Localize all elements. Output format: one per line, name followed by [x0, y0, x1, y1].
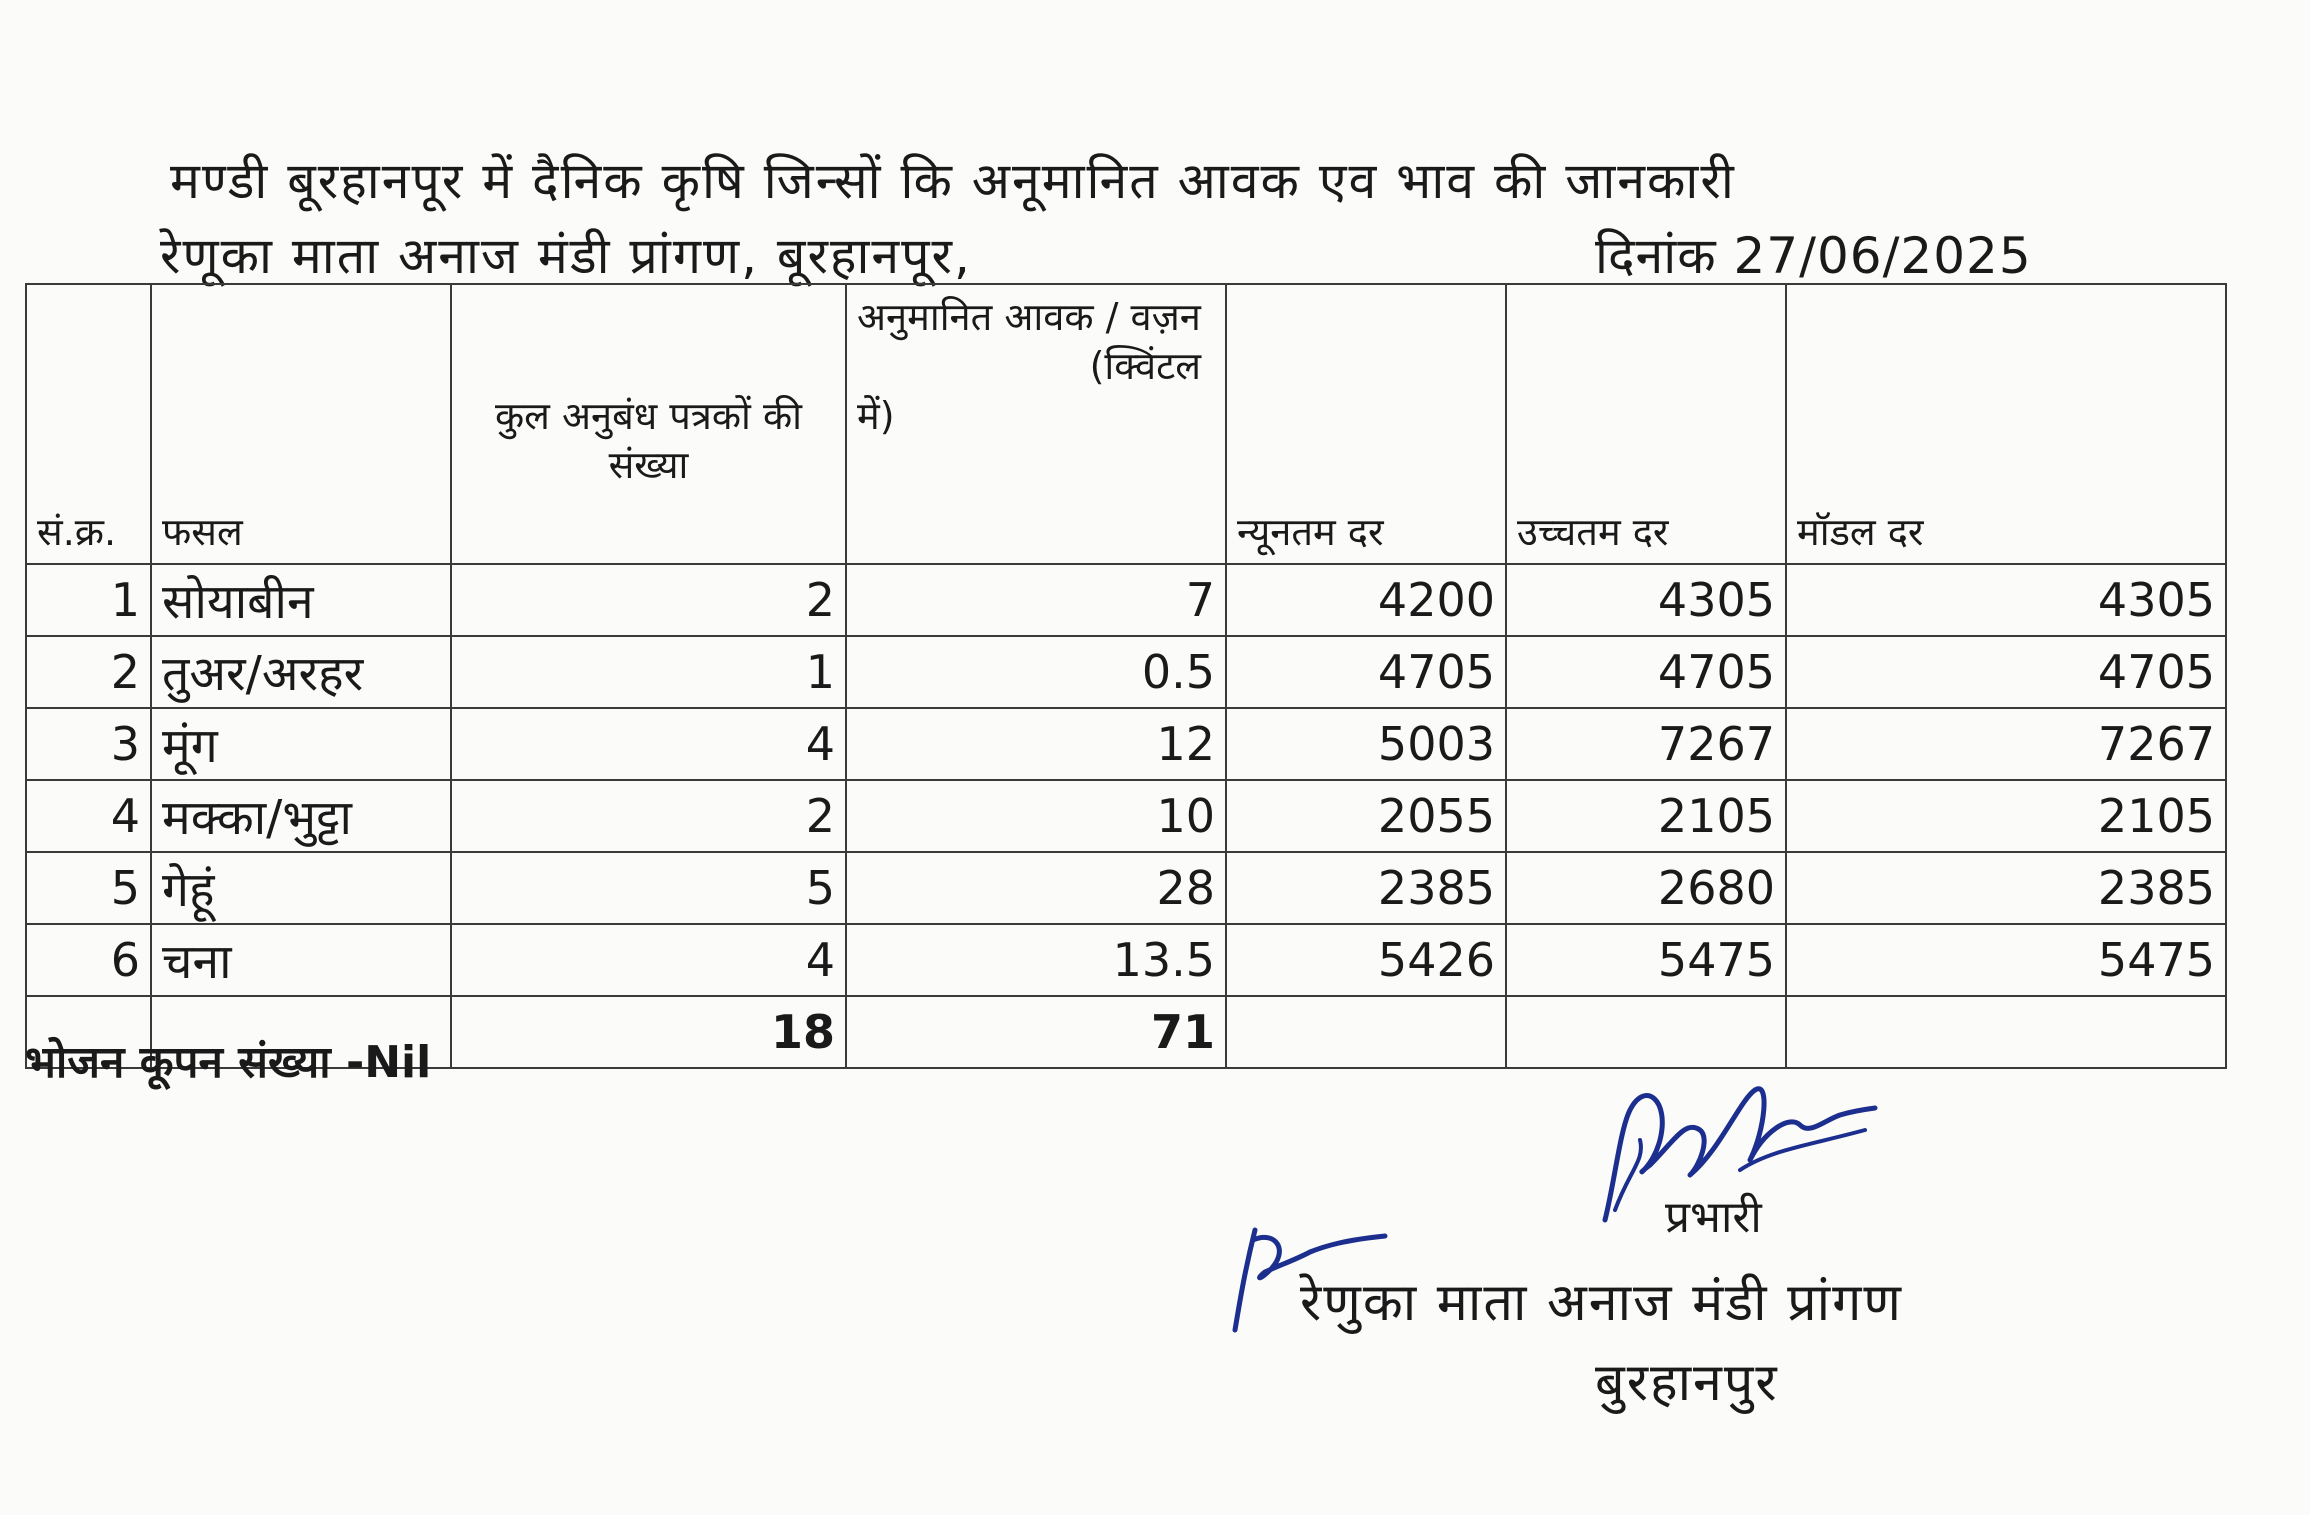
cell-empty [1506, 996, 1786, 1068]
header-arrival-line1: अनुमानित आवक / वज़न [857, 295, 1201, 339]
header-contracts: कुल अनुबंध पत्रकों की संख्या [451, 284, 846, 564]
market-name: रेणूका माता अनाज मंडी प्रांगण, बूरहानपूर, [160, 227, 972, 285]
cell-max-rate: 5475 [1506, 924, 1786, 996]
cell-min-rate: 2385 [1226, 852, 1506, 924]
total-contracts: 18 [451, 996, 846, 1068]
cell-arrival: 12 [846, 708, 1226, 780]
cell-contracts: 2 [451, 780, 846, 852]
cell-crop: चना [151, 924, 451, 996]
cell-arrival: 10 [846, 780, 1226, 852]
header-crop: फसल [151, 284, 451, 564]
cell-modal-rate: 4705 [1786, 636, 2226, 708]
header-serial: सं.क्र. [26, 284, 151, 564]
cell-crop: तुअर/अरहर [151, 636, 451, 708]
cell-contracts: 5 [451, 852, 846, 924]
cell-contracts: 2 [451, 564, 846, 636]
table-row [26, 780, 2226, 852]
cell-max-rate: 2680 [1506, 852, 1786, 924]
cell-crop: मूंग [151, 708, 451, 780]
cell-crop: सोयाबीन [151, 564, 451, 636]
meal-coupon-count: भोजन कूपन संख्या -Nil [25, 1037, 432, 1088]
table-row [26, 564, 2226, 636]
report-date: दिनांक 27/06/2025 [1595, 227, 2032, 285]
cell-modal-rate: 7267 [1786, 708, 2226, 780]
cell-modal-rate: 2385 [1786, 852, 2226, 924]
header-min-rate: न्यूनतम दर [1226, 284, 1506, 564]
cell-min-rate: 4705 [1226, 636, 1506, 708]
document-title: मण्डी बूरहानपूर में दैनिक कृषि जिन्सों कि अनूमानित आवक एव भाव की जानकारी [170, 152, 1736, 210]
cell-empty [1226, 996, 1506, 1068]
signatory-designation: प्रभारी [1665, 1192, 1762, 1243]
cell-arrival: 0.5 [846, 636, 1226, 708]
cell-crop: मक्का/भुट्टा [151, 780, 451, 852]
cell-min-rate: 4200 [1226, 564, 1506, 636]
cell-modal-rate: 2105 [1786, 780, 2226, 852]
cell-max-rate: 7267 [1506, 708, 1786, 780]
cell-max-rate: 4705 [1506, 636, 1786, 708]
header-arrival-unit: (क्विंटल [1089, 344, 1201, 389]
table-header-row [26, 284, 2226, 564]
table-row [26, 636, 2226, 708]
cell-crop: गेहूं [151, 852, 451, 924]
table-row [26, 852, 2226, 924]
cell-serial: 4 [26, 780, 151, 852]
total-arrival: 71 [846, 996, 1226, 1068]
signatory-city: बुरहानपुर [1595, 1353, 1779, 1413]
cell-contracts: 4 [451, 924, 846, 996]
header-modal-rate: मॉडल दर [1786, 284, 2226, 564]
cell-contracts: 1 [451, 636, 846, 708]
header-max-rate: उच्चतम दर [1506, 284, 1786, 564]
cell-max-rate: 2105 [1506, 780, 1786, 852]
table-row [26, 708, 2226, 780]
cell-modal-rate: 5475 [1786, 924, 2226, 996]
cell-contracts: 4 [451, 708, 846, 780]
cell-min-rate: 5003 [1226, 708, 1506, 780]
cell-arrival: 7 [846, 564, 1226, 636]
cell-arrival: 28 [846, 852, 1226, 924]
cell-serial: 5 [26, 852, 151, 924]
cell-min-rate: 2055 [1226, 780, 1506, 852]
table-row [26, 924, 2226, 996]
cell-serial: 3 [26, 708, 151, 780]
cell-arrival: 13.5 [846, 924, 1226, 996]
header-arrival-line3: में) [857, 393, 895, 438]
cell-modal-rate: 4305 [1786, 564, 2226, 636]
cell-serial: 2 [26, 636, 151, 708]
header-arrival [846, 284, 1226, 564]
cell-min-rate: 5426 [1226, 924, 1506, 996]
cell-max-rate: 4305 [1506, 564, 1786, 636]
cell-empty [1786, 996, 2226, 1068]
signatory-office: रेणुका माता अनाज मंडी प्रांगण [1300, 1273, 1904, 1333]
cell-serial: 1 [26, 564, 151, 636]
cell-serial: 6 [26, 924, 151, 996]
rates-table [25, 283, 2227, 1069]
